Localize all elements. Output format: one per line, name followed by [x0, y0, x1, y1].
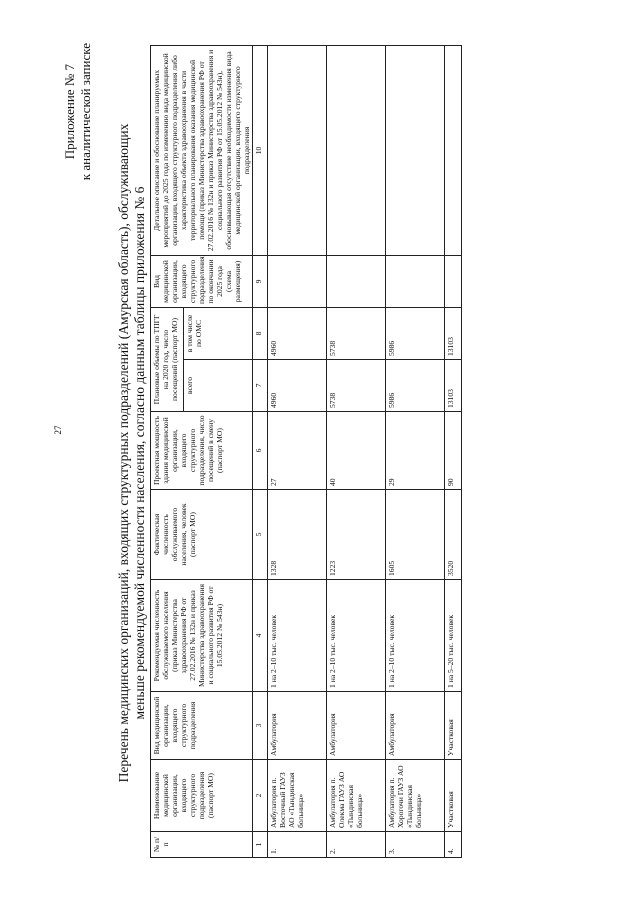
cell-kind-2025 [327, 255, 386, 307]
cell-description [386, 45, 445, 255]
cell-description [445, 45, 462, 255]
appendix-number: Приложение № 7 [62, 64, 77, 160]
header-name: Наименование медицинской организации, входящего структурного подразделения (паспорт МО) [151, 760, 253, 832]
header-planned-volumes: Плановые объемы по ТПГГ на 2020 год, число посещений (паспорт МО) [151, 307, 184, 411]
title-line-1: Перечень медицинских организаций, входящих структурных подразделений (Амурская область), обслуживающих [116, 123, 131, 783]
column-index: 10 [253, 45, 268, 255]
cell-kind-2025 [268, 255, 327, 307]
cell-name: Участковая [445, 760, 462, 832]
cell-actual: 1605 [386, 490, 445, 580]
header-capacity: Проектная мощность здания медицинской организации, входящего структурного подразделения, число посещений в смену (паспорт МО) [151, 412, 253, 490]
table-row [445, 45, 462, 857]
column-index: 3 [253, 692, 268, 760]
organizations-table [150, 45, 462, 858]
column-index: 2 [253, 760, 268, 832]
cell-recommended: 1 на 2–10 тыс. человек [268, 580, 327, 692]
cell-total: 4960 [268, 360, 327, 412]
document-title [116, 28, 148, 878]
cell-oms: 4960 [268, 307, 327, 359]
header-total: всего [183, 360, 252, 412]
cell-name: Амбулатория п. Восточный ГАУЗ АО «Тындинская больница» [268, 760, 327, 832]
appendix-caption [62, 43, 94, 180]
cell-kind: Амбулатория [268, 692, 327, 760]
table-row [268, 45, 327, 857]
cell-recommended: 1 на 5–20 тыс. человек [445, 580, 462, 692]
page-number: 27 [53, 425, 63, 435]
cell-actual: 1328 [268, 490, 327, 580]
column-index: 6 [253, 412, 268, 490]
appendix-subtitle: к аналитической записке [78, 43, 93, 181]
cell-recommended: 1 на 2–10 тыс. человек [327, 580, 386, 692]
table-row [327, 45, 386, 857]
cell-description [268, 45, 327, 255]
cell-capacity: 40 [327, 412, 386, 490]
column-index-row [253, 45, 268, 857]
rotated-landscape-page [50, 28, 590, 878]
cell-oms: 5986 [386, 307, 445, 359]
column-index: 8 [253, 307, 268, 359]
header-oms: в том числе по ОМС [183, 307, 252, 359]
header-recommended: Рекомендуемая численность обслуживаемого населения (приказ Министерства здравоохранения РФ от 27.02.2016 № 132н и приказ Министерства здравоохранения и социального развития РФ от 15.05.2012 № 543н) [151, 580, 253, 692]
cell-total: 5738 [327, 360, 386, 412]
cell-number: 4. [445, 832, 462, 858]
header-number: № п/п [151, 832, 253, 858]
cell-actual: 1223 [327, 490, 386, 580]
cell-kind: Амбулатория [386, 692, 445, 760]
column-index: 5 [253, 490, 268, 580]
cell-kind-2025 [386, 255, 445, 307]
cell-name: Амбулатория п. Хорогочи ГАУЗ АО «Тындинская больница» [386, 760, 445, 832]
cell-kind: Участковая [445, 692, 462, 760]
column-index: 7 [253, 360, 268, 412]
column-index: 9 [253, 255, 268, 307]
cell-capacity: 27 [268, 412, 327, 490]
cell-name: Амбулатория п. Олекма ГАУЗ АО «Тындинская больница» [327, 760, 386, 832]
cell-description [327, 45, 386, 255]
cell-oms: 13103 [445, 307, 462, 359]
header-kind: Вид медицинской организации, входящего структурного подразделения [151, 692, 253, 760]
title-line-2: меньше рекомендуемой численности населения, согласно данным таблицы приложения № 6 [132, 186, 147, 720]
cell-total: 13103 [445, 360, 462, 412]
cell-total: 5986 [386, 360, 445, 412]
cell-recommended: 1 на 2–10 тыс. человек [386, 580, 445, 692]
column-index: 4 [253, 580, 268, 692]
cell-number: 1. [268, 832, 327, 858]
cell-capacity: 29 [386, 412, 445, 490]
column-index: 1 [253, 832, 268, 858]
table-row [386, 45, 445, 857]
cell-number: 3. [386, 832, 445, 858]
header-actual: Фактическая численность обслуживаемого населения, человек (паспорт МО) [151, 490, 253, 580]
cell-oms: 5738 [327, 307, 386, 359]
cell-number: 2. [327, 832, 386, 858]
cell-capacity: 90 [445, 412, 462, 490]
header-description: Детальное описание и обоснование планируемых мероприятий до 2025 года по изменению вида медицинской организации, входящего структурного подразделения либо характеристика объекта здравоохранения в части территориального планирования оказания медицинской помощи (приказ Министерства здравоохранения РФ от 27.02.2016 № 132н и приказ Министерства здравоохранения и социального развития РФ от 15.05.2012 № 543н), обосновывающая отсутствие необходимости изменения вида медицинской организации, входящего структурного подразделения [151, 45, 253, 255]
header-kind-2025: Вид медицинской организации, входящего структурного подразделения, по окончании 2025 года (схема размещения) [151, 255, 253, 307]
cell-kind: Амбулатория [327, 692, 386, 760]
cell-kind-2025 [445, 255, 462, 307]
cell-actual: 3520 [445, 490, 462, 580]
